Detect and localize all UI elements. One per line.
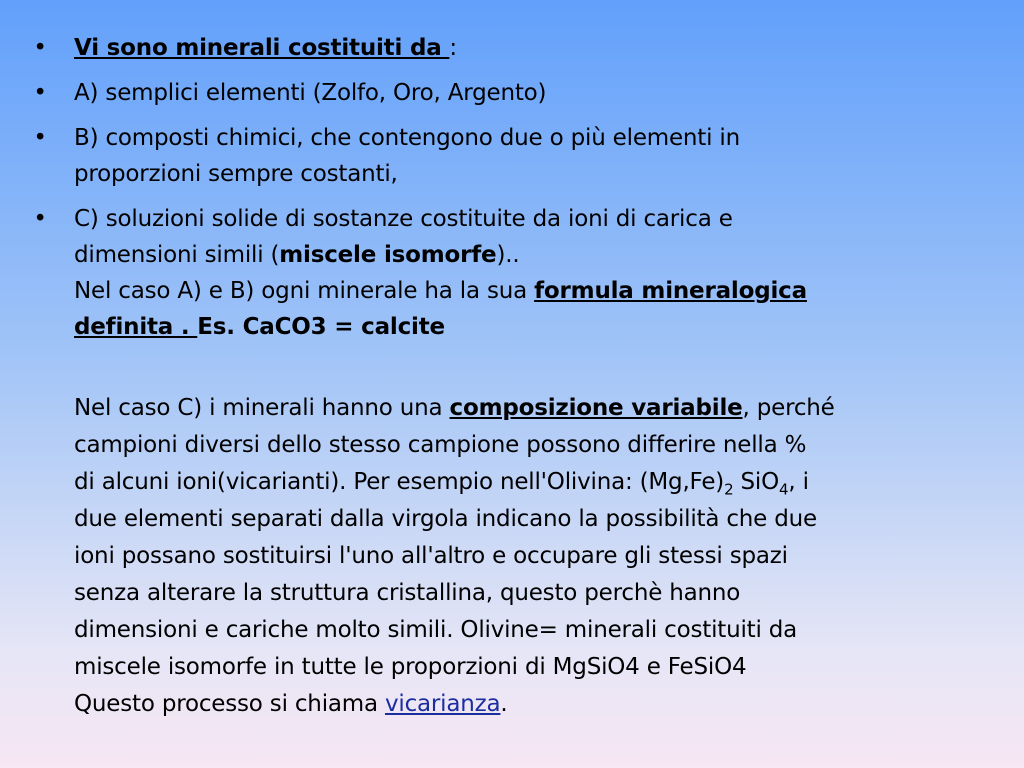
bullet-item-b: [30, 120, 990, 192]
bullet-text-b-line1: B) composti chimici, che contengono due o più elementi in: [74, 125, 740, 151]
vicarianza-link[interactable]: vicarianza: [384, 691, 501, 717]
para-line2: campioni diversi dello stesso campione possono differire nella %: [74, 432, 807, 458]
bullet-item-a: [30, 75, 990, 111]
bullet-icon: •: [33, 35, 47, 61]
definita-term: definita .: [74, 314, 198, 340]
para-line7: dimensioni e cariche molto simili. Olivine= minerali costituiti da: [74, 617, 798, 643]
body-paragraph: [74, 390, 984, 723]
para-line6: senza alterare la struttura cristallina, questo perchè hanno: [74, 580, 741, 606]
bullet-icon: •: [33, 80, 47, 106]
para-line9b: .: [500, 691, 508, 717]
bullet-text-c-line2a: dimensioni simili (: [74, 242, 280, 268]
bullet-item-c: [30, 201, 990, 345]
formula-subscript-2: 2: [724, 480, 734, 499]
bullet-title: Vi sono minerali costituiti da: [74, 35, 450, 61]
bullet-colon: :: [449, 35, 457, 61]
bullet-list: [30, 30, 990, 354]
miscele-isomorfe-term: miscele isomorfe: [279, 242, 497, 268]
formula-mineralogica-term: formula mineralogica: [534, 278, 807, 304]
bullet-text-c-line1: C) soluzioni solide di sostanze costituite da ioni di carica e: [74, 206, 733, 232]
bullet-item-minerali: [30, 30, 990, 66]
para-line1b: , perché: [742, 395, 835, 421]
para-line3c: , i: [788, 469, 809, 495]
para-line8: miscele isomorfe in tutte le proporzioni di MgSiO4 e FeSiO4: [74, 654, 747, 680]
bullet-text-c-line3a: Nel caso A) e B) ogni minerale ha la sua: [74, 278, 535, 304]
calcite-example: Es. CaCO3 = calcite: [197, 314, 445, 340]
para-line3b: SiO: [733, 469, 780, 495]
para-line9a: Questo processo si chiama: [74, 691, 385, 717]
bullet-text-c-line2b: )..: [496, 242, 520, 268]
bullet-text-b-line2: proporzioni sempre costanti,: [74, 161, 398, 187]
bullet-text-a: A) semplici elementi (Zolfo, Oro, Argento): [74, 80, 547, 106]
composizione-variabile-term: composizione variabile: [449, 395, 743, 421]
bullet-icon: •: [33, 206, 47, 232]
para-line5: ioni possano sostituirsi l'uno all'altro e occupare gli stessi spazi: [74, 543, 788, 569]
bullet-icon: •: [33, 125, 47, 151]
para-line3a: di alcuni ioni(vicarianti). Per esempio nell'Olivina: (Mg,Fe): [74, 469, 725, 495]
para-line4: due elementi separati dalla virgola indicano la possibilità che due: [74, 506, 817, 532]
formula-subscript-4: 4: [779, 480, 789, 499]
para-line1a: Nel caso C) i minerali hanno una: [74, 395, 450, 421]
